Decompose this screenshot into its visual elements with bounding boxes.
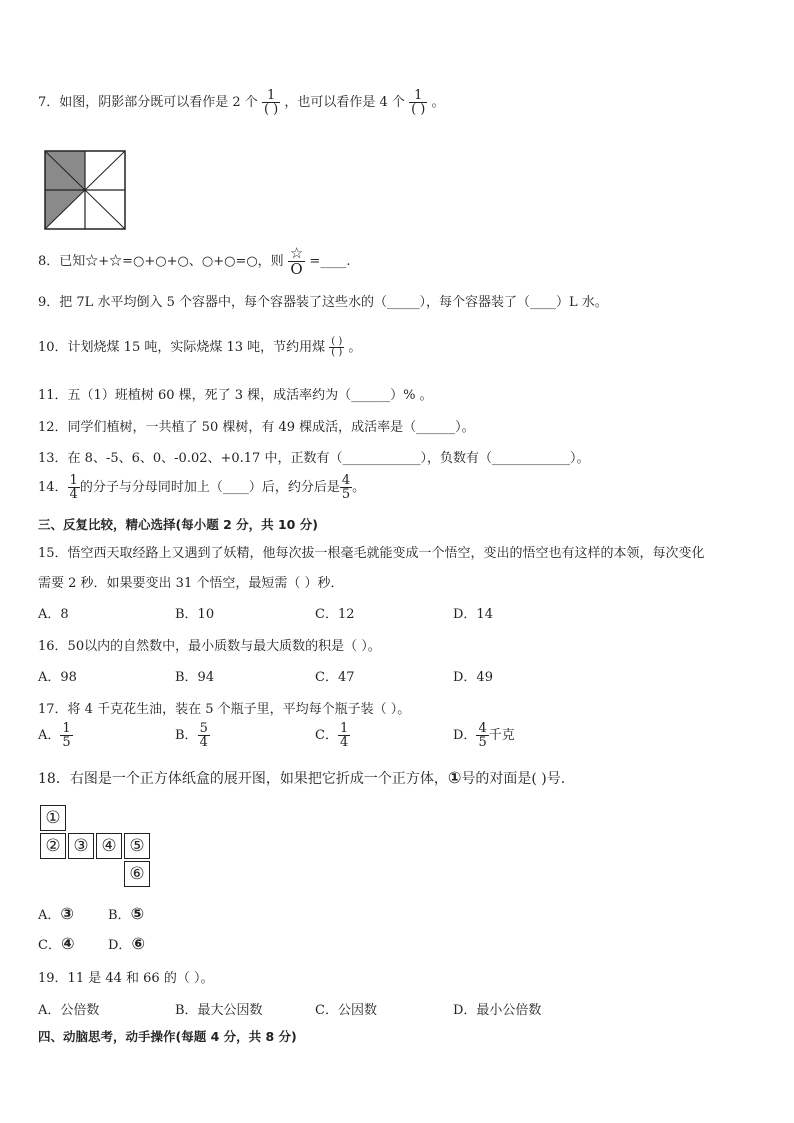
shaded-square-figure bbox=[44, 150, 126, 230]
fraction-four-fifths: $\frac{4}{5}$ bbox=[341, 473, 351, 502]
q15-option-d[interactable]: D．14 bbox=[453, 607, 493, 622]
section-3-title: 三、反复比较，精心选择(每小题 2 分，共 10 分) bbox=[38, 517, 318, 532]
fraction-blank: $\frac{1}{( )}$ bbox=[263, 88, 279, 117]
q18-option-b[interactable]: B．⑤ bbox=[108, 904, 145, 923]
q17-option-d[interactable]: D． $\frac{4}{5}$ 千克 bbox=[453, 721, 515, 750]
net-face-2: ② bbox=[40, 833, 66, 859]
q15-option-a[interactable]: A．8 bbox=[38, 607, 69, 622]
question-15-line-1: 15．悟空西天取经路上又遇到了妖精，他每次拔一根毫毛就能变成一个悟空，变出的悟空也有这样的本领，每次变化 bbox=[38, 546, 705, 561]
q18-option-d[interactable]: D．⑥ bbox=[108, 934, 145, 953]
q18-option-c[interactable]: C．④ bbox=[38, 934, 75, 953]
q17-option-a[interactable]: A． $\frac{1}{5}$ bbox=[38, 721, 71, 750]
q18-option-a[interactable]: A．③ bbox=[38, 904, 74, 923]
net-face-6: ⑥ bbox=[124, 861, 150, 887]
cube-net-figure bbox=[40, 805, 160, 889]
question-16: 16．50以内的自然数中，最小质数与最大质数的积是（ ）。 bbox=[38, 639, 381, 654]
q19-option-a[interactable]: A．公倍数 bbox=[38, 1003, 100, 1018]
question-18: 18．右图是一个正方体纸盒的展开图，如果把它折成一个正方体，①号的对面是( )号. bbox=[38, 768, 566, 787]
net-face-4: ④ bbox=[96, 833, 122, 859]
question-9: 9．把 7L 水平均倒入 5 个容器中，每个容器装了这些水的（_____），每个容器装了（____）L 水。 bbox=[38, 295, 608, 310]
q19-option-d[interactable]: D．最小公倍数 bbox=[453, 1003, 542, 1018]
question-7: 7．如图，阴影部分既可以看作是 2 个 $\frac{1}{( )}$ ，也可以看作是 4 个 $\frac{1}{( )}$ 。 bbox=[38, 88, 445, 117]
question-15-line-2: 需要 2 秒．如果要变出 31 个悟空，最短需（ ）秒． bbox=[38, 576, 344, 591]
q16-option-a[interactable]: A．98 bbox=[38, 670, 77, 685]
net-face-3: ③ bbox=[68, 833, 94, 859]
q17-option-c[interactable]: C． $\frac{1}{4}$ bbox=[315, 721, 349, 750]
question-19: 19．11 是 44 和 66 的（ ）。 bbox=[38, 971, 214, 986]
net-face-5: ⑤ bbox=[124, 833, 150, 859]
fraction-star-over-circle: $\frac{☆}{O}$ bbox=[289, 244, 304, 278]
question-11: 11．五（1）班植树 60 棵，死了 3 棵，成活率约为（______）% 。 bbox=[38, 388, 433, 403]
q17-option-b[interactable]: B． $\frac{5}{4}$ bbox=[175, 721, 208, 750]
q16-option-b[interactable]: B．94 bbox=[175, 670, 215, 685]
q19-option-c[interactable]: C．公因数 bbox=[315, 1003, 377, 1018]
q15-option-b[interactable]: B．10 bbox=[175, 607, 215, 622]
section-4-title: 四、动脑思考，动手操作(每题 4 分，共 8 分) bbox=[38, 1029, 297, 1044]
q16-option-d[interactable]: D．49 bbox=[453, 670, 493, 685]
question-10: 10．计划烧煤 15 吨，实际烧煤 13 吨，节约用煤 $\frac{( )}{( )}$ 。 bbox=[38, 336, 362, 358]
q15-option-c[interactable]: C．12 bbox=[315, 607, 355, 622]
question-12: 12．同学们植树，一共植了 50 棵树，有 49 棵成活，成活率是（______）。 bbox=[38, 420, 475, 435]
fraction-one-quarter: $\frac{1}{4}$ bbox=[69, 473, 78, 502]
net-face-1: ① bbox=[40, 805, 66, 831]
question-14: 14． $\frac{1}{4}$ 的分子与分母同时加上（____）后，约分后是 $\frac{4}{5}$ 。 bbox=[38, 473, 366, 502]
q16-option-c[interactable]: C．47 bbox=[315, 670, 355, 685]
fraction-blank: $\frac{1}{( )}$ bbox=[411, 88, 426, 117]
question-17: 17．将 4 千克花生油，装在 5 个瓶子里，平均每个瓶子装（ ）。 bbox=[38, 702, 411, 717]
fraction-blank: $\frac{( )}{( )}$ bbox=[331, 336, 343, 358]
question-13: 13．在 8、-5、6、0、-0.02、+0.17 中，正数有（____________），负数有（____________）。 bbox=[38, 451, 590, 466]
question-8: 8．已知☆+☆=○+○+○、○+○=○，则 $\frac{☆}{O}$ =____. bbox=[38, 244, 351, 278]
q19-option-b[interactable]: B．最大公因数 bbox=[175, 1003, 263, 1018]
